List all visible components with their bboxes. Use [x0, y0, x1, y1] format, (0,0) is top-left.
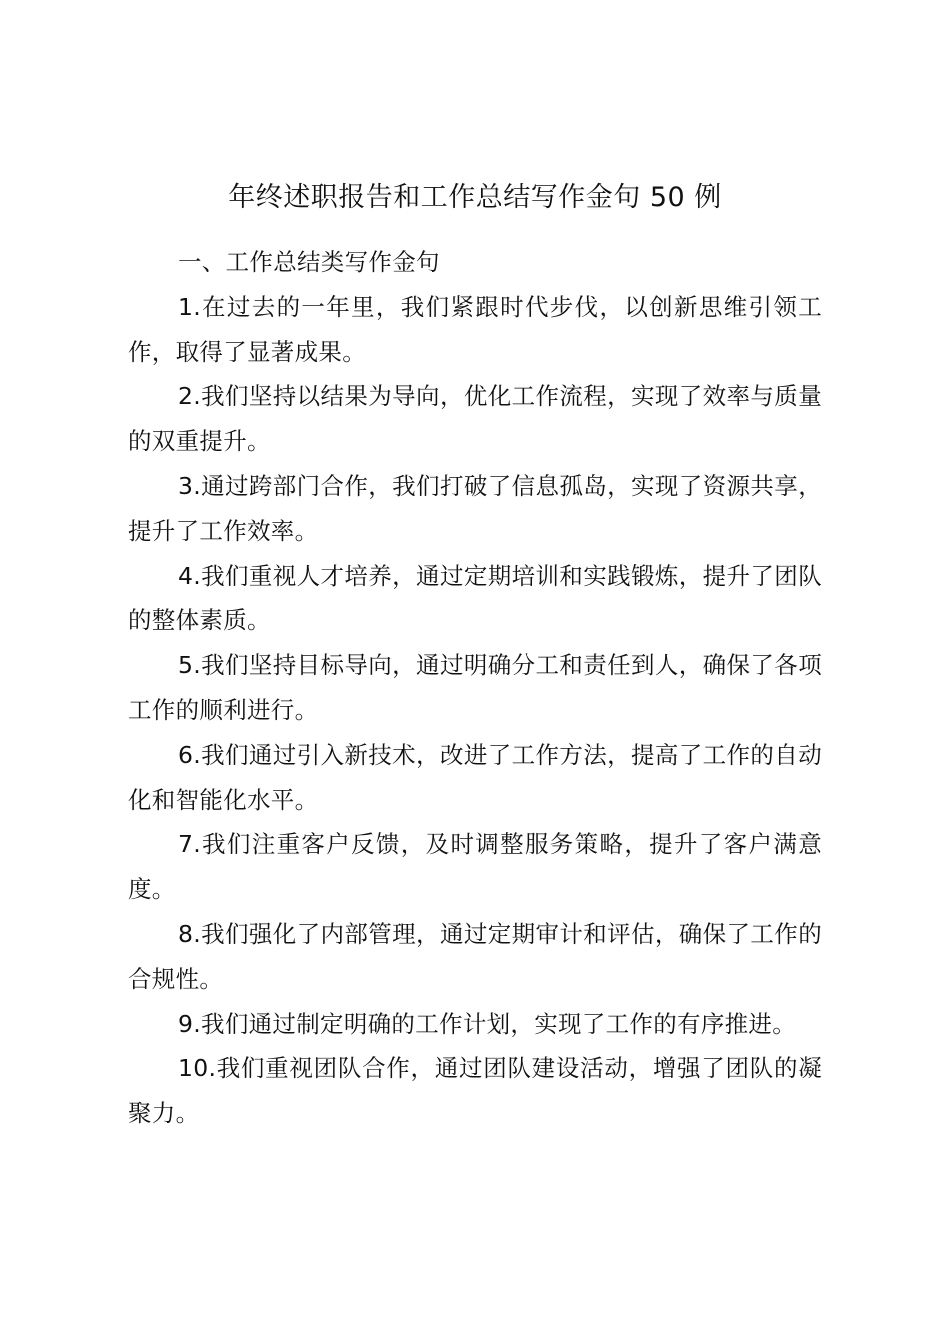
list-item: 2.我们坚持以结果为导向，优化工作流程，实现了效率与质量的双重提升。 [128, 382, 822, 456]
list-item: 4.我们重视人才培养，通过定期培训和实践锻炼，提升了团队的整体素质。 [128, 561, 822, 635]
list-item: 6.我们通过引入新技术，改进了工作方法，提高了工作的自动化和智能化水平。 [128, 740, 822, 814]
document-title: 年终述职报告和工作总结写作金句 50 例 [228, 182, 722, 213]
list-item: 7.我们注重客户反馈，及时调整服务策略，提升了客户满意度。 [128, 830, 822, 904]
list-item: 8.我们强化了内部管理，通过定期审计和评估，确保了工作的合规性。 [128, 919, 822, 993]
list-item: 10.我们重视团队合作，通过团队建设活动，增强了团队的凝聚力。 [128, 1054, 822, 1128]
list-item: 3.通过跨部门合作，我们打破了信息孤岛，实现了资源共享，提升了工作效率。 [128, 471, 822, 545]
list-item: 5.我们坚持目标导向，通过明确分工和责任到人，确保了各项工作的顺利进行。 [128, 651, 822, 724]
section-heading: 一、工作总结类写作金句 [178, 248, 440, 276]
list-item: 1.在过去的一年里，我们紧跟时代步伐，以创新思维引领工作，取得了显著成果。 [128, 292, 822, 366]
document-body [128, 240, 822, 1136]
list-item: 9.我们通过制定明确的工作计划，实现了工作的有序推进。 [178, 1009, 797, 1038]
